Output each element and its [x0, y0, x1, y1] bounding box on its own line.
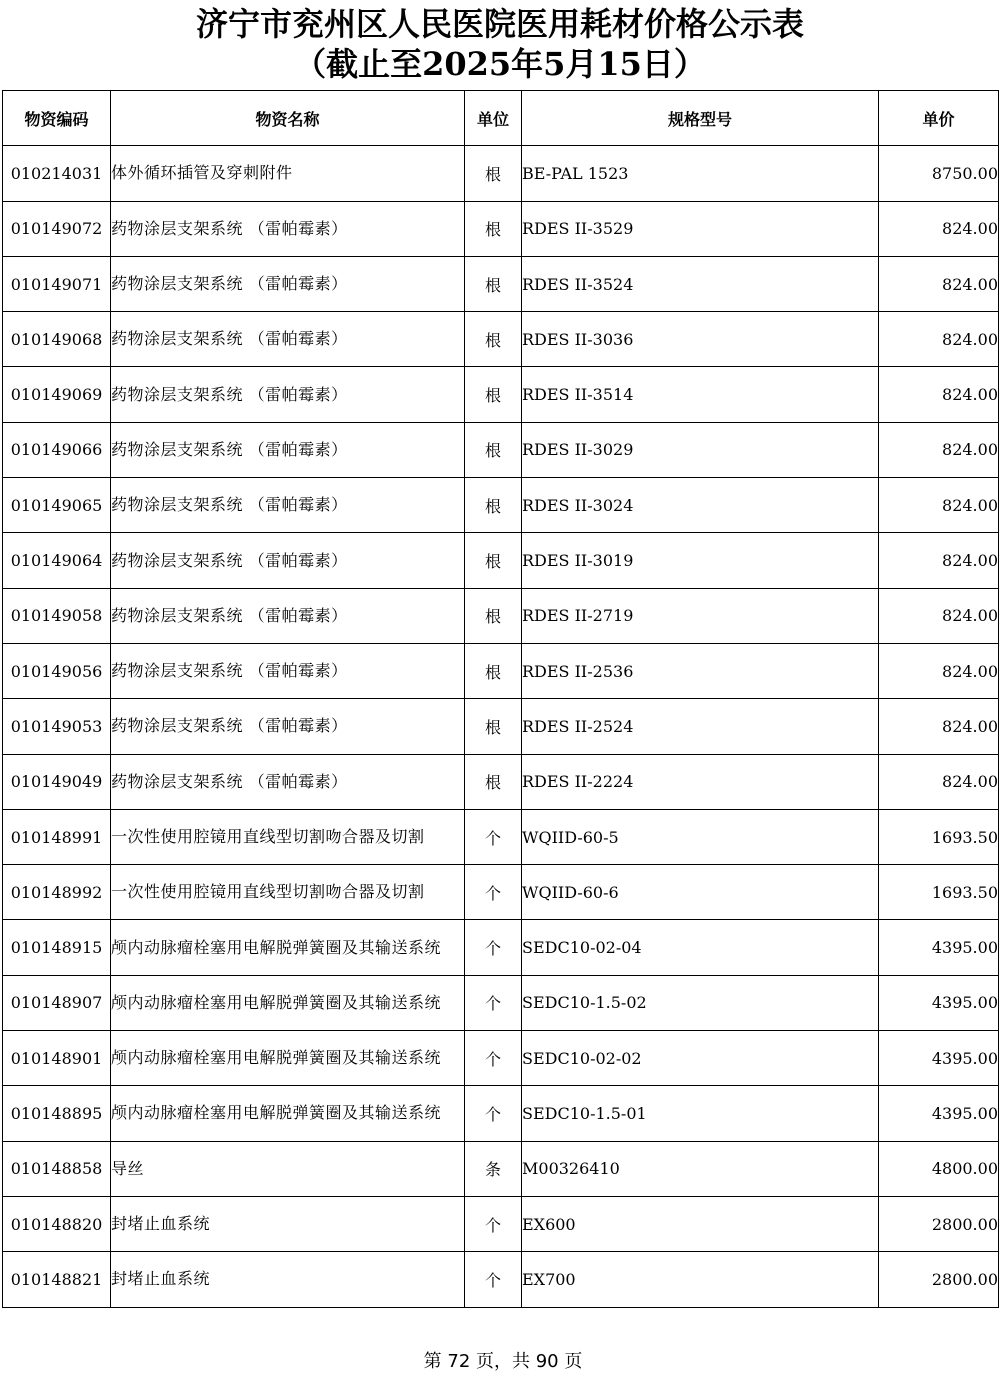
header-spec: 规格型号 [522, 91, 879, 146]
cell-spec: RDES II-3029 [522, 422, 879, 477]
header-name: 物资名称 [111, 91, 465, 146]
table-row [3, 699, 999, 754]
page-title: 济宁市兖州区人民医院医用耗材价格公示表 [195, 5, 804, 43]
cell-code: 010148895 [3, 1086, 111, 1141]
table-row [3, 1031, 999, 1086]
cell-name: 导丝 [111, 1141, 465, 1196]
table-row [3, 865, 999, 920]
header-price: 单价 [879, 91, 999, 146]
cell-spec: RDES II-3024 [522, 478, 879, 533]
cell-code: 010149058 [3, 588, 111, 643]
cell-unit: 根 [465, 643, 522, 698]
cell-spec: RDES II-2536 [522, 643, 879, 698]
cell-price: 824.00 [879, 699, 999, 754]
cell-price: 824.00 [879, 201, 999, 256]
cell-unit: 个 [465, 809, 522, 864]
cell-unit: 根 [465, 146, 522, 201]
cell-code: 010148991 [3, 809, 111, 864]
table-row [3, 754, 999, 809]
table-row [3, 312, 999, 367]
table-row [3, 975, 999, 1030]
cell-spec: M00326410 [522, 1141, 879, 1196]
cell-price: 824.00 [879, 312, 999, 367]
cell-unit: 个 [465, 920, 522, 975]
cell-unit: 根 [465, 478, 522, 533]
cell-code: 010148820 [3, 1196, 111, 1251]
cell-unit: 个 [465, 865, 522, 920]
cell-spec: SEDC10-1.5-02 [522, 975, 879, 1030]
cell-code: 010148901 [3, 1031, 111, 1086]
cell-spec: RDES II-3019 [522, 533, 879, 588]
price-table [2, 90, 999, 1308]
table-row [3, 920, 999, 975]
cell-price: 824.00 [879, 367, 999, 422]
cell-code: 010149068 [3, 312, 111, 367]
cell-name: 封堵止血系统 [111, 1196, 465, 1251]
cell-name: 药物涂层支架系统 （雷帕霉素） [111, 201, 465, 256]
cell-unit: 个 [465, 1086, 522, 1141]
cell-name: 药物涂层支架系统 （雷帕霉素） [111, 478, 465, 533]
table-row [3, 422, 999, 477]
cell-name: 一次性使用腔镜用直线型切割吻合器及切割 [111, 865, 465, 920]
table-row [3, 1141, 999, 1196]
table-row [3, 478, 999, 533]
cell-spec: BE-PAL 1523 [522, 146, 879, 201]
cell-price: 824.00 [879, 754, 999, 809]
cell-unit: 个 [465, 1252, 522, 1307]
cell-name: 药物涂层支架系统 （雷帕霉素） [111, 643, 465, 698]
cell-price: 1693.50 [879, 809, 999, 864]
table-row [3, 201, 999, 256]
cell-code: 010149069 [3, 367, 111, 422]
cell-spec: WQIID-60-5 [522, 809, 879, 864]
cell-unit: 根 [465, 312, 522, 367]
cell-unit: 个 [465, 975, 522, 1030]
cell-code: 010214031 [3, 146, 111, 201]
cell-unit: 根 [465, 422, 522, 477]
cell-spec: RDES II-3036 [522, 312, 879, 367]
cell-price: 8750.00 [879, 146, 999, 201]
header-code: 物资编码 [3, 91, 111, 146]
cell-name: 颅内动脉瘤栓塞用电解脱弹簧圈及其输送系统 [111, 920, 465, 975]
cell-spec: SEDC10-02-02 [522, 1031, 879, 1086]
cell-spec: RDES II-2524 [522, 699, 879, 754]
cell-spec: RDES II-2224 [522, 754, 879, 809]
table-row [3, 643, 999, 698]
cell-code: 010149053 [3, 699, 111, 754]
cell-code: 010148858 [3, 1141, 111, 1196]
cell-unit: 根 [465, 256, 522, 311]
cell-unit: 根 [465, 754, 522, 809]
cell-code: 010149065 [3, 478, 111, 533]
cell-name: 药物涂层支架系统 （雷帕霉素） [111, 256, 465, 311]
cell-name: 一次性使用腔镜用直线型切割吻合器及切割 [111, 809, 465, 864]
cell-name: 药物涂层支架系统 （雷帕霉素） [111, 422, 465, 477]
cell-unit: 根 [465, 201, 522, 256]
cell-spec: RDES II-2719 [522, 588, 879, 643]
table-row [3, 1196, 999, 1251]
cell-price: 824.00 [879, 588, 999, 643]
cell-code: 010148915 [3, 920, 111, 975]
table-row [3, 588, 999, 643]
table-row [3, 367, 999, 422]
cell-spec: RDES II-3514 [522, 367, 879, 422]
cell-spec: EX600 [522, 1196, 879, 1251]
cell-unit: 个 [465, 1031, 522, 1086]
cell-price: 4395.00 [879, 1031, 999, 1086]
cell-code: 010148992 [3, 865, 111, 920]
table-header-row [3, 91, 999, 146]
cell-unit: 根 [465, 533, 522, 588]
table-row [3, 146, 999, 201]
cell-price: 824.00 [879, 256, 999, 311]
cell-name: 颅内动脉瘤栓塞用电解脱弹簧圈及其输送系统 [111, 1086, 465, 1141]
cell-name: 药物涂层支架系统 （雷帕霉素） [111, 367, 465, 422]
cell-price: 1693.50 [879, 865, 999, 920]
cell-code: 010149066 [3, 422, 111, 477]
cell-code: 010149049 [3, 754, 111, 809]
cell-price: 824.00 [879, 643, 999, 698]
cell-price: 824.00 [879, 478, 999, 533]
table-row [3, 1252, 999, 1307]
page-subtitle-date: （截止至2025年5月15日） [294, 45, 706, 83]
cell-spec: SEDC10-02-04 [522, 920, 879, 975]
cell-code: 010149072 [3, 201, 111, 256]
cell-name: 药物涂层支架系统 （雷帕霉素） [111, 754, 465, 809]
cell-price: 4395.00 [879, 920, 999, 975]
cell-spec: SEDC10-1.5-01 [522, 1086, 879, 1141]
cell-spec: WQIID-60-6 [522, 865, 879, 920]
cell-price: 4395.00 [879, 975, 999, 1030]
table-row [3, 809, 999, 864]
header-unit: 单位 [465, 91, 522, 146]
table-row [3, 533, 999, 588]
cell-unit: 条 [465, 1141, 522, 1196]
cell-unit: 根 [465, 367, 522, 422]
cell-unit: 根 [465, 588, 522, 643]
table-row [3, 256, 999, 311]
cell-name: 药物涂层支架系统 （雷帕霉素） [111, 588, 465, 643]
cell-name: 颅内动脉瘤栓塞用电解脱弹簧圈及其输送系统 [111, 1031, 465, 1086]
cell-name: 体外循环插管及穿刺附件 [111, 146, 465, 201]
cell-spec: RDES II-3529 [522, 201, 879, 256]
cell-price: 2800.00 [879, 1196, 999, 1251]
cell-price: 4800.00 [879, 1141, 999, 1196]
page-footer: 第 72 页，共 90 页 [423, 1351, 583, 1372]
cell-price: 4395.00 [879, 1086, 999, 1141]
cell-price: 2800.00 [879, 1252, 999, 1307]
cell-spec: EX700 [522, 1252, 879, 1307]
cell-name: 封堵止血系统 [111, 1252, 465, 1307]
cell-unit: 根 [465, 699, 522, 754]
cell-price: 824.00 [879, 422, 999, 477]
cell-code: 010149071 [3, 256, 111, 311]
cell-code: 010149056 [3, 643, 111, 698]
table-body [3, 146, 999, 1307]
cell-name: 药物涂层支架系统 （雷帕霉素） [111, 312, 465, 367]
cell-name: 药物涂层支架系统 （雷帕霉素） [111, 533, 465, 588]
cell-name: 颅内动脉瘤栓塞用电解脱弹簧圈及其输送系统 [111, 975, 465, 1030]
cell-unit: 个 [465, 1196, 522, 1251]
cell-price: 824.00 [879, 533, 999, 588]
cell-code: 010148821 [3, 1252, 111, 1307]
cell-name: 药物涂层支架系统 （雷帕霉素） [111, 699, 465, 754]
table-row [3, 1086, 999, 1141]
cell-spec: RDES II-3524 [522, 256, 879, 311]
cell-code: 010148907 [3, 975, 111, 1030]
cell-code: 010149064 [3, 533, 111, 588]
